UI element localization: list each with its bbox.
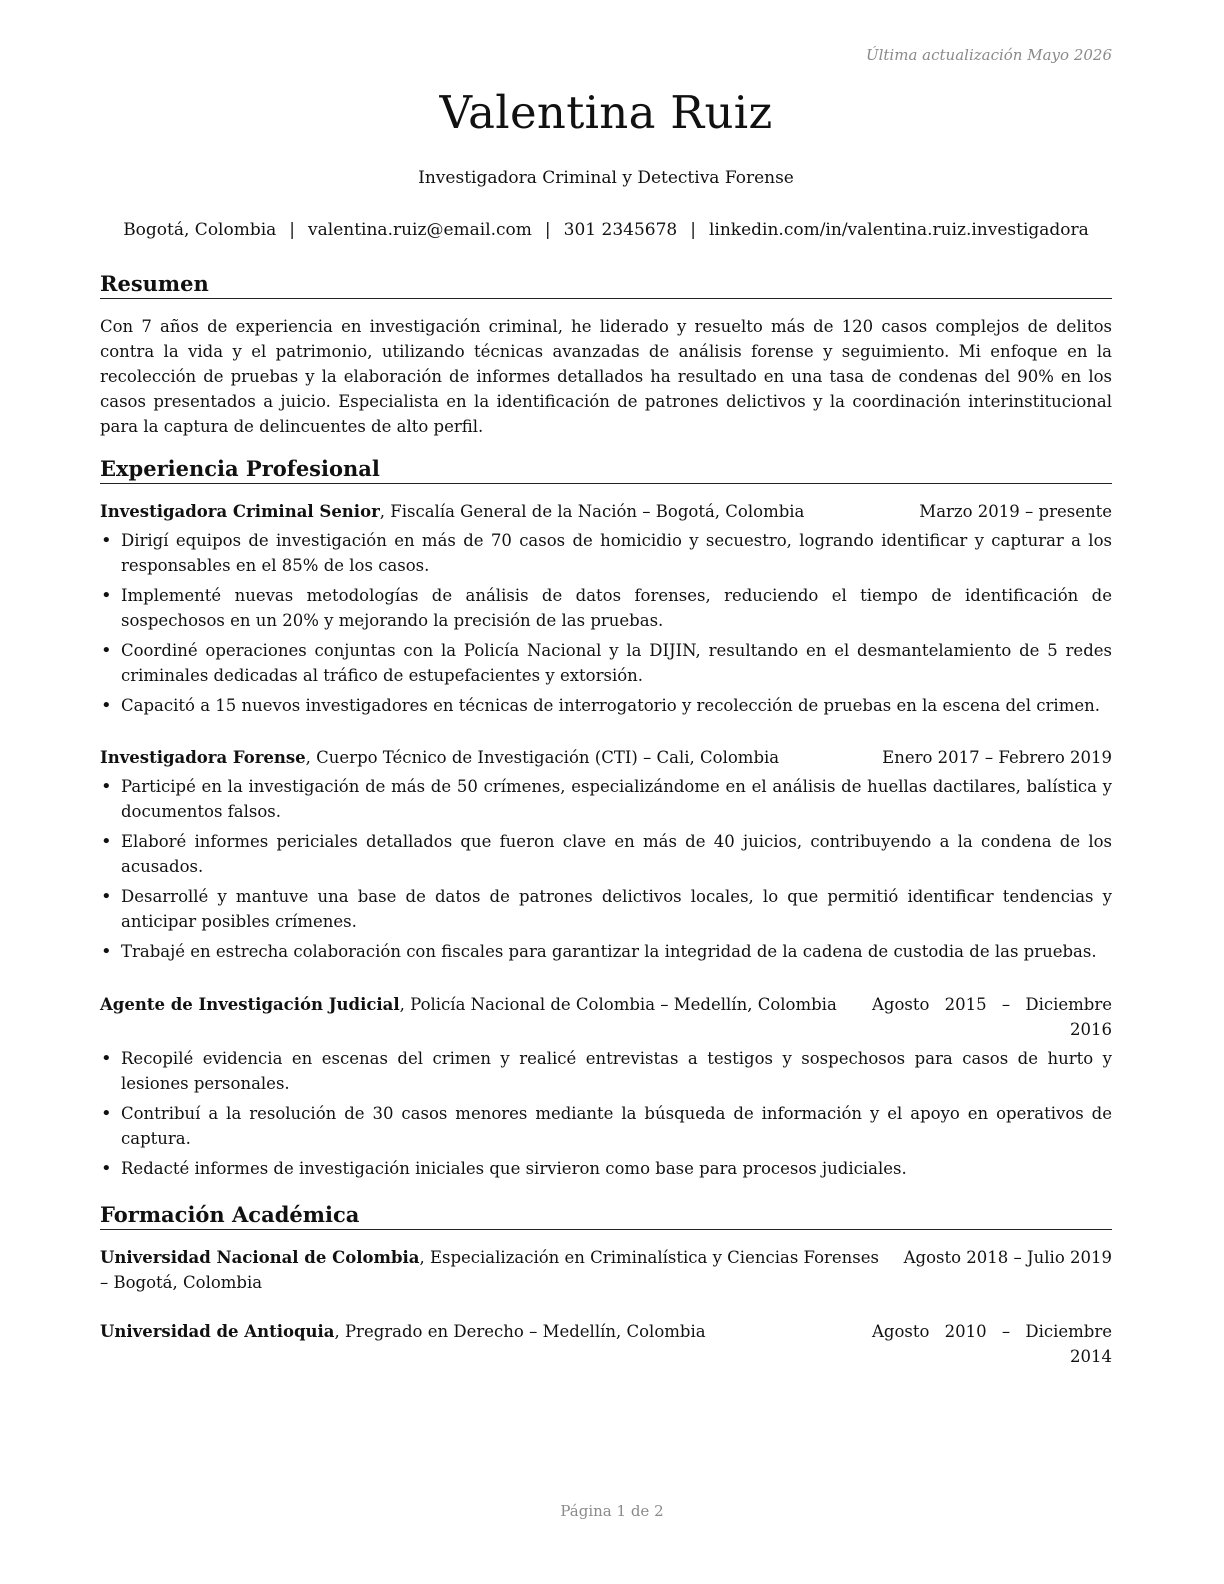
candidate-subtitle: Investigadora Criminal y Detectiva Forense xyxy=(418,168,794,188)
contact-separator: | xyxy=(690,220,696,240)
education-entry xyxy=(100,1245,1112,1295)
summary-text: Con 7 años de experiencia en investigación criminal, he liderado y resuelto más de 120 casos complejos de delitos contra la vida y el patrimonio, utilizando técnicas avanzadas de análisis forense y seguimiento. Mi enfoque en la recolección de pruebas y la elaboración de informes detallados ha resultado en una tasa de condenas del 90% en los casos presentados a juicio. Especialista en la identificación de patrones delictivos y la coordinación interinstitucional para la captura de delincuentes de alto perfil. xyxy=(100,317,1112,436)
job-bullets xyxy=(100,1046,1112,1181)
job-header xyxy=(100,992,1112,1039)
job-bullets xyxy=(100,774,1112,964)
job-header xyxy=(100,499,1112,524)
education-header xyxy=(100,1245,1112,1295)
job-bullet: • Participé en la investigación de más de 50 crímenes, especializándome en el análisis de huellas dactilares, balística y documentos falsos. xyxy=(100,774,1112,824)
education-institution: Universidad Nacional de Colombia xyxy=(100,1248,420,1267)
job-role: Agente de Investigación Judicial xyxy=(100,995,400,1014)
job-org: , Cuerpo Técnico de Investigación (CTI) – Cali, Colombia xyxy=(305,748,780,767)
contact-line xyxy=(100,220,1112,240)
education-detail: , Pregrado en Derecho – Medellín, Colombia xyxy=(334,1322,706,1341)
education-detail: , Especialización en Criminalística y Ciencias Forenses – Bogotá, Colombia xyxy=(100,1248,879,1292)
job-header xyxy=(100,745,1112,770)
education-dates: Agosto 2018 – Julio 2019 xyxy=(903,1248,1112,1267)
candidate-name: Valentina Ruiz xyxy=(439,86,773,139)
section-title-education: Formación Académica xyxy=(100,1202,1112,1230)
job-bullet: • Contribuí a la resolución de 30 casos menores mediante la búsqueda de información y el apoyo en operativos de captura. xyxy=(100,1101,1112,1151)
education-entry xyxy=(100,1319,1112,1366)
job-org: , Fiscalía General de la Nación – Bogotá, Colombia xyxy=(379,502,805,521)
job-dates: Marzo 2019 – presente xyxy=(919,502,1112,521)
job-entry xyxy=(100,992,1112,1186)
job-bullet: • Redacté informes de investigación iniciales que sirvieron como base para procesos judiciales. xyxy=(100,1156,1112,1181)
education-dates: Agosto 2010 – Diciembre 2014 xyxy=(872,1322,1112,1366)
contact-location: Bogotá, Colombia xyxy=(123,220,277,240)
education-header xyxy=(100,1319,1112,1366)
last-updated: Última actualización Mayo 2026 xyxy=(865,46,1112,64)
job-bullet: • Elaboré informes periciales detallados que fueron clave en más de 40 juicios, contribuyendo a la condena de los acusados. xyxy=(100,829,1112,879)
contact-phone: 301 2345678 xyxy=(563,220,678,240)
job-dates: Enero 2017 – Febrero 2019 xyxy=(882,748,1112,767)
job-bullet: • Coordiné operaciones conjuntas con la Policía Nacional y la DIJIN, resultando en el desmantelamiento de 5 redes criminales dedicadas al tráfico de estupefacientes y extorsión. xyxy=(100,638,1112,688)
job-bullet: • Capacitó a 15 nuevos investigadores en técnicas de interrogatorio y recolección de pruebas en la escena del crimen. xyxy=(100,693,1112,718)
job-entry xyxy=(100,745,1112,969)
job-dates: Agosto 2015 – Diciembre 2016 xyxy=(872,995,1112,1039)
job-bullet: • Dirigí equipos de investigación en más de 70 casos de homicidio y secuestro, logrando identificar y capturar a los responsables en el 85% de los casos. xyxy=(100,528,1112,578)
job-org: , Policía Nacional de Colombia – Medellín, Colombia xyxy=(399,995,837,1014)
contact-separator: | xyxy=(289,220,296,240)
job-role: Investigadora Criminal Senior xyxy=(100,502,380,521)
contact-email[interactable]: valentina.ruiz@email.com xyxy=(308,220,532,240)
job-entry xyxy=(100,499,1112,723)
page-number: Página 1 de 2 xyxy=(560,1502,664,1520)
job-bullet: • Desarrollé y mantuve una base de datos de patrones delictivos locales, lo que permitió identificar tendencias y anticipar posibles crímenes. xyxy=(100,884,1112,934)
contact-separator: | xyxy=(544,220,551,240)
education-institution: Universidad de Antioquia xyxy=(100,1322,335,1341)
job-bullet: • Recopilé evidencia en escenas del crimen y realicé entrevistas a testigos y sospechosos para casos de hurto y lesiones personales. xyxy=(100,1046,1112,1096)
job-bullets xyxy=(100,528,1112,718)
job-role: Investigadora Forense xyxy=(100,748,306,767)
section-title-summary: Resumen xyxy=(100,271,1112,299)
job-bullet: • Implementé nuevas metodologías de análisis de datos forenses, reduciendo el tiempo de identificación de sospechosos en un 20% y mejorando la precisión de las pruebas. xyxy=(100,583,1112,633)
contact-linkedin[interactable]: linkedin.com/in/valentina.ruiz.investigadora xyxy=(708,220,1089,240)
job-bullet: • Trabajé en estrecha colaboración con fiscales para garantizar la integridad de la cadena de custodia de las pruebas. xyxy=(100,939,1112,964)
section-title-experience: Experiencia Profesional xyxy=(100,456,1112,484)
